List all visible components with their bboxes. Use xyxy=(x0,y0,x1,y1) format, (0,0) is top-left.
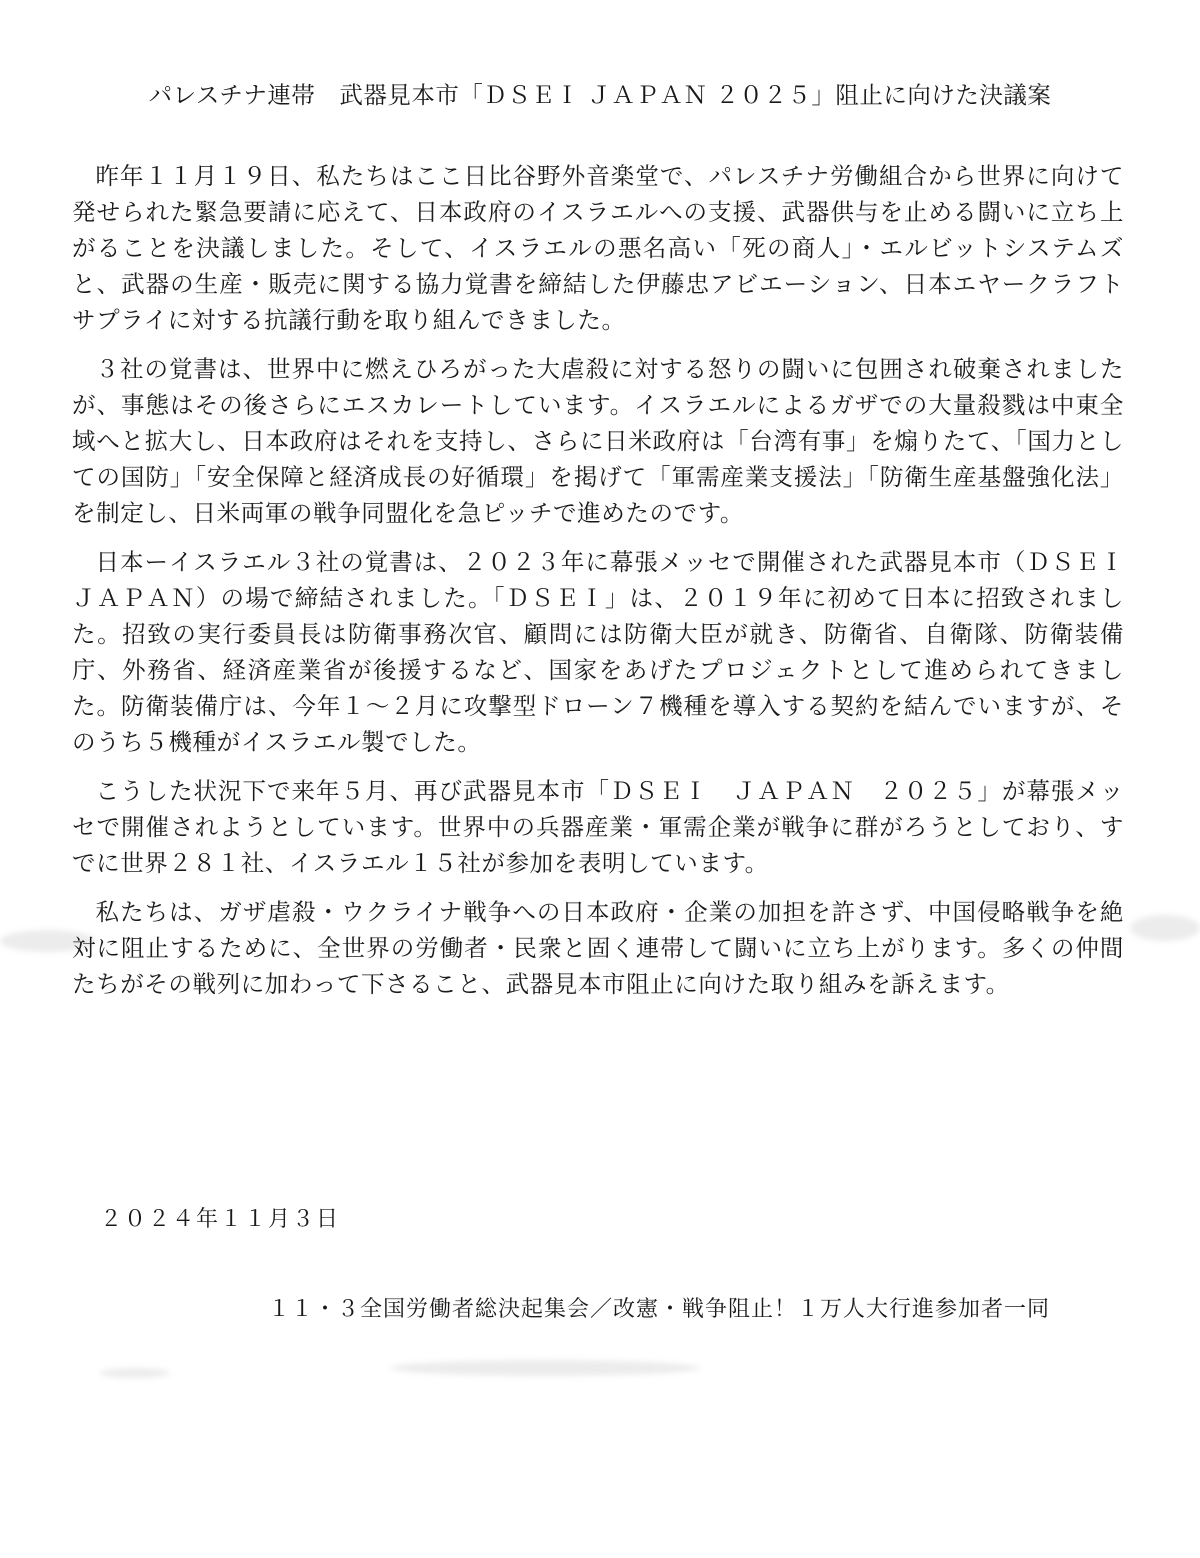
scan-smudge xyxy=(100,1368,170,1378)
paragraph-3: 日本ーイスラエル３社の覚書は、２０２３年に幕張メッセで開催された武器見本市（ＤＳＥＩ ＪＡＰＡＮ）の場で締結されました。「ＤＳＥＩ」は、２０１９年に初めて日本に招致されました。招致の実行委員長は防衛事務次官、顧問には防衛大臣が就き、防衛省、自衛隊、防衛装備庁、外務省、経済産業省が後援するなど、国家をあげたプロジェクトとして進められてきました。防衛装備庁は、今年１～２月に攻撃型ドローン７機種を導入する契約を結んでいますが、そのうち５機種がイスラエル製でした。 xyxy=(72,548,1124,756)
paragraph-4: こうした状況下で来年５月、再び武器見本市「ＤＳＥＩ ＪＡＰＡＮ ２０２５」が幕張メッセで開催されようとしています。世界中の兵器産業・軍需企業が戦争に群がろうとしており、すでに世界２８１社、イスラエル１５社が参加を表明しています。 xyxy=(72,777,1124,877)
scan-smudge xyxy=(390,1360,700,1376)
document-title: パレスチナ連帯 武器見本市「ＤＳＥＩ ＪＡＰＡＮ ２０２５」阻止に向けた決議案 xyxy=(148,81,1052,109)
scan-smudge xyxy=(1130,915,1200,941)
signatory: １１・３全国労働者総決起集会／改憲・戦争阻止！１万人大行進参加者一同 xyxy=(268,1297,1051,1322)
resolution-body xyxy=(72,158,1124,1015)
paragraph-2: ３社の覚書は、世界中に燃えひろがった大虐殺に対する怒りの闘いに包囲され破棄されましたが、事態はその後さらにエスカレートしています。イスラエルによるガザでの大量殺戮は中東全域へと拡大し、日本政府はそれを支持し、さらに日米政府は「台湾有事」を煽りたて、「国力としての国防」「安全保障と経済成長の好循環」を掲げて「軍需産業支援法」「防衛生産基盤強化法」を制定し、日米両軍の戦争同盟化を急ピッチで進めたのです。 xyxy=(72,355,1124,527)
paragraph-5: 私たちは、ガザ虐殺・ウクライナ戦争への日本政府・企業の加担を許さず、中国侵略戦争を絶対に阻止するために、全世界の労働者・民衆と固く連帯して闘いに立ち上がります。多くの仲間たちがその戦列に加わって下さること、武器見本市阻止に向けた取り組みを訴えます。 xyxy=(72,898,1124,998)
document-date: ２０２４年１１月３日 xyxy=(100,1207,341,1232)
paragraph-1: 昨年１１月１９日、私たちはここ日比谷野外音楽堂で、パレスチナ労働組合から世界に向けて発せられた緊急要請に応えて、日本政府のイスラエルへの支援、武器供与を止める闘いに立ち上がることを決議しました。そして、イスラエルの悪名高い「死の商人」・エルビットシステムズと、武器の生産・販売に関する協力覚書を締結した伊藤忠アビエーション、日本エヤークラフトサプライに対する抗議行動を取り組んできました。 xyxy=(72,162,1124,334)
